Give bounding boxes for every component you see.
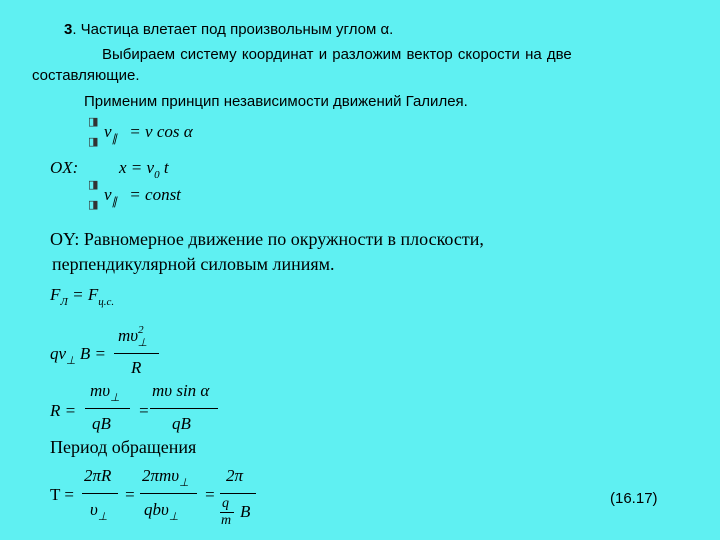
ox-eq-3-lhs: v [104,185,112,204]
system-brace-glyph-2: ◨ [88,135,99,148]
force-equation [50,285,115,308]
system-brace-glyph-3: ◨ [88,178,99,191]
period-num-1: 2πR [84,466,112,485]
force-rhs-sub: ц.с. [98,296,115,308]
motion-num-sub: ⊥ [137,337,148,349]
force-lhs-sub: Л [60,296,68,308]
ox-eq-2-tail: t [159,158,169,177]
ox-eq-1-sub: ∥ [111,133,118,145]
force-rhs: = F [72,285,99,304]
motion-num-main: mυ [118,326,139,345]
period-den-1-sub: ⊥ [97,511,108,523]
ox-eq-3-sub: ∥ [111,196,118,208]
oy-label: OY: [50,229,80,249]
period-den-3-b: B [240,502,251,521]
period-equals-2: = [204,485,216,504]
equation-number: (16.17) [610,490,658,507]
period-equals-1: = [124,485,136,504]
ox-eq-2 [119,158,169,181]
period-den-3-q: q [222,496,229,511]
intro-line-1 [64,21,393,38]
period-num-2-sub: ⊥ [179,477,189,489]
intro-line-4: Применим принцип независимости движений Галилея. [84,93,468,110]
period-heading: Период обращения [50,437,197,457]
ox-eq-3 [104,185,181,208]
radius-num-1-sub: ⊥ [110,392,120,404]
oy-line-1 [50,229,484,250]
ox-eq-1-rhs: = v cos α [129,122,193,141]
system-brace-glyph-4: ◨ [88,198,99,211]
radius-num-1 [90,381,120,404]
system-brace-glyph-1: ◨ [88,115,99,128]
period-fraction-bar-1 [82,493,118,494]
radius-lhs: R = [50,401,77,420]
item-number: 3 [64,21,73,38]
motion-numerator [118,324,148,349]
ox-eq-1 [104,122,193,145]
motion-fraction-bar [114,353,159,354]
period-num-2 [142,466,189,489]
motion-lhs [50,344,106,367]
period-num-2-main: 2πmυ [142,466,180,485]
period-den-2-sub: ⊥ [168,511,179,523]
period-den-2-main: qbυ [144,500,169,519]
motion-lhs-tail: B = [75,344,106,363]
force-lhs: F [50,285,61,304]
oy-line-2: перпендикулярной силовым линиям. [52,254,335,274]
period-den-2 [144,500,179,523]
motion-denominator: R [131,358,142,377]
radius-fraction-bar-2 [150,408,218,409]
period-lhs: T = [50,485,74,504]
period-den-1-main: υ [90,500,98,519]
motion-lhs-main: qv [50,344,67,363]
ox-eq-3-rhs: = const [129,185,181,204]
intro-line-1-text: . Частица влетает под произвольным углом α. [72,21,394,38]
radius-equals: = [138,401,150,420]
oy-text-1: Равномерное движение по окружности в плоскости, [83,229,484,249]
radius-num-2: mυ sin α [152,381,210,400]
radius-den-2: qB [172,414,191,433]
period-num-3: 2π [226,466,244,485]
motion-lhs-sub: ⊥ [66,355,76,367]
ox-eq-2-sub: 0 [154,169,160,181]
ox-eq-1-lhs: v [104,122,112,141]
radius-num-1-main: mυ [90,381,111,400]
intro-line-2: Выбираем систему координат и разложим вектор скорости на две [102,46,572,63]
period-den-3-m: m [221,513,232,528]
radius-den-1: qB [92,414,111,433]
radius-fraction-bar-1 [85,408,130,409]
intro-line-3: составляющие. [32,67,140,84]
ox-eq-2-main: x = v [119,158,155,177]
period-fraction-bar-2 [140,493,197,494]
motion-num-sup: 2 [138,324,144,336]
ox-axis-label: OX: [50,158,79,177]
period-fraction-bar-3 [220,493,256,494]
period-den-1 [90,500,108,523]
